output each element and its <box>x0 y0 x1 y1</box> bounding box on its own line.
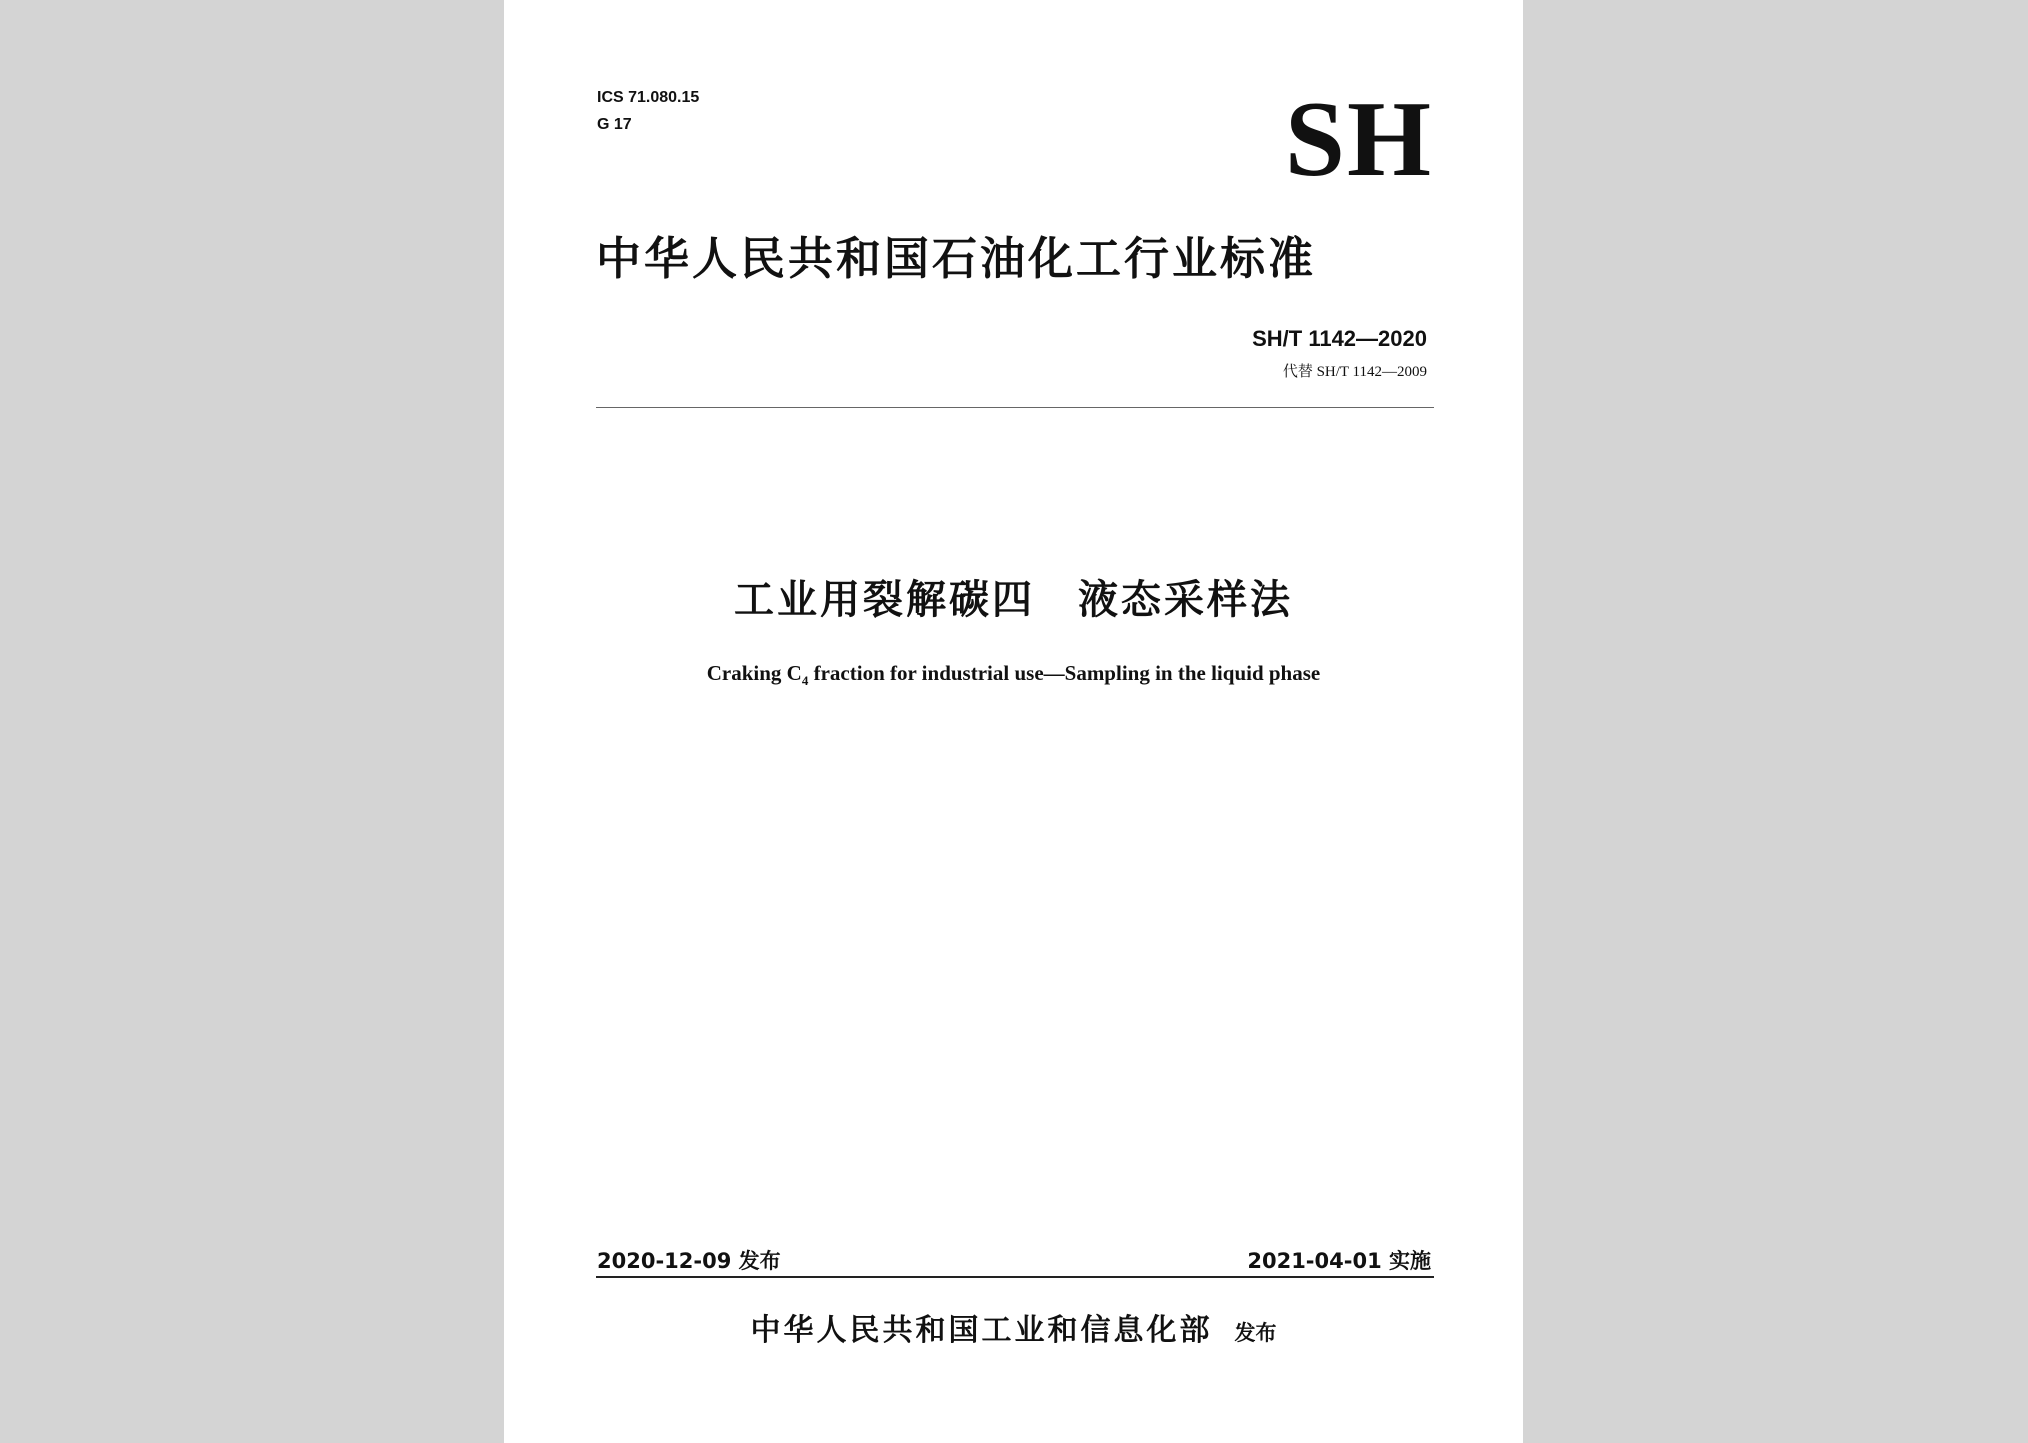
standard-code: SH/T 1142—2020 <box>1252 326 1427 351</box>
effective-date: 2021-04-01 实施 <box>1247 1249 1431 1273</box>
publisher-line <box>504 1305 1523 1349</box>
title-english-pre: Craking C <box>706 661 802 685</box>
title-english-subscript: 4 <box>801 673 809 689</box>
sh-logo: SH <box>1284 80 1433 199</box>
replaces-note: 代替 SH/T 1142—2009 <box>1282 364 1427 380</box>
ics-code: ICS 71.080.15 <box>597 89 700 106</box>
classification-code: G 17 <box>597 116 632 133</box>
title-english-post: fraction for industrial use—Sampling in the liquid phase <box>808 661 1321 685</box>
title-english <box>504 661 1523 689</box>
publish-label: 发布 <box>1234 1321 1277 1345</box>
release-date: 2020-12-09 发布 <box>597 1249 781 1273</box>
standard-category: 中华人民共和国石油化工行业标准 <box>596 232 1317 285</box>
document-page <box>504 0 1523 1443</box>
title-chinese: 工业用裂解碳四 液态采样法 <box>734 577 1293 623</box>
header-divider <box>596 407 1434 408</box>
footer-divider <box>596 1276 1434 1278</box>
publisher-name: 中华人民共和国工业和信息化部 <box>750 1313 1213 1348</box>
